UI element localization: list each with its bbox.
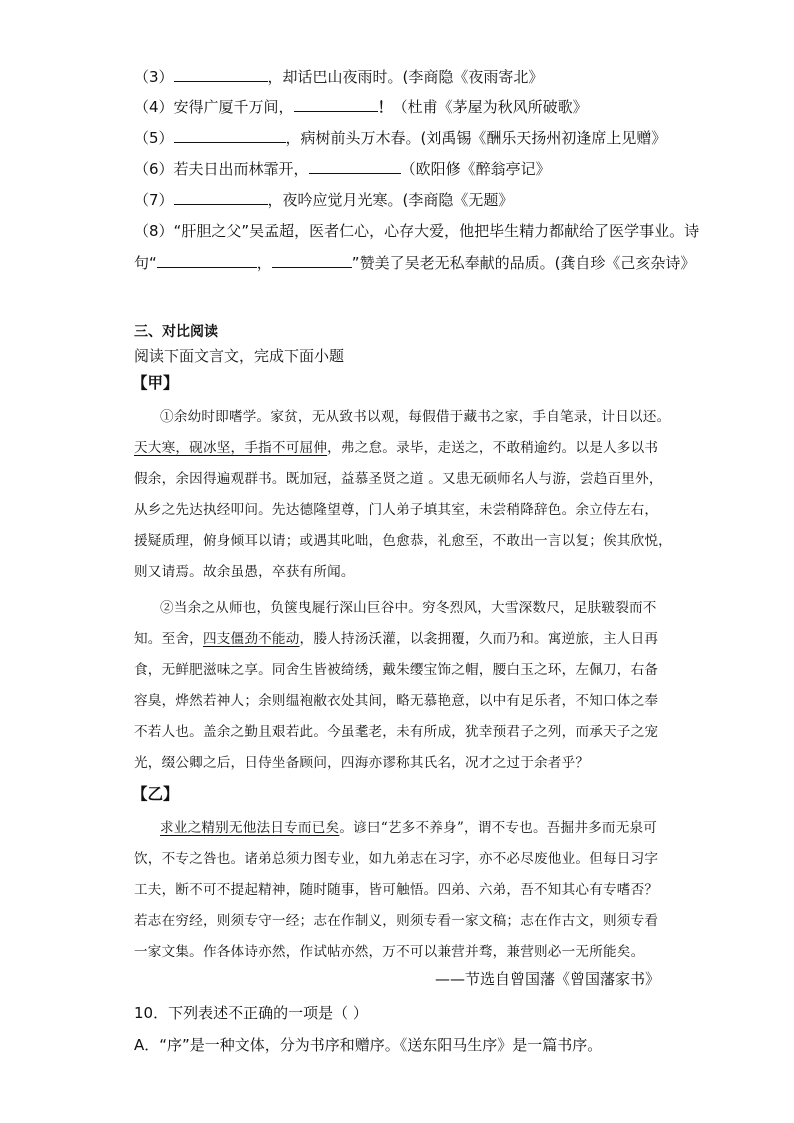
jia-p2-line2 [134,624,666,655]
jia-p2-line2-end: ，媵人持汤沃灌，以衾拥覆，久而乃和。寓逆旅，主人日再 [299,631,659,647]
jia-p2-line2-start: 知。至舍， [134,631,203,647]
question-number: （3） [134,68,174,86]
question-pre-text: 安得广厦千万间， [173,98,294,116]
jia-p2-line3: 食，无鲜肥滋味之享。同舍生皆被绮绣，戴朱缨宝饰之帽，腰白玉之环，左佩刀，右备 [134,662,659,678]
question-pre-text: 若夫日出而林霏开， [173,160,309,178]
section-instruction: 阅读下面文言文，完成下面小题 [134,347,345,365]
question-text: ，夜吟应觉月光寒。(李商隐《无题》 [267,191,514,209]
jia-p1-line3: 假余，余因得遍观群书。既加冠，益慕圣贤之道 。又患无硕师名人与游，尝趋百里外， [134,471,663,487]
question-number: （6） [134,160,174,178]
yi-line1 [160,813,665,844]
question-8-line2 [134,253,695,273]
jia-p1-line4: 从乡之先达执经叩问。先达德隆望尊，门人弟子填其室，未尝稍降辞色。余立侍左右， [134,502,659,518]
underlined-phrase: 求业之精别无他法日专而已矣 [160,820,340,836]
underlined-phrase: 天大寒，砚冰坚，手指不可屈伸 [134,440,328,456]
question-3 [134,67,543,87]
section-title: 三、对比阅读 [134,324,218,340]
question-text: ，却话巴山夜雨时。(李商隐《夜雨寄北》 [267,68,544,86]
question-pre-text: 句“ [134,254,157,272]
answer-blank[interactable] [157,253,257,268]
exclamation: ！ [377,98,393,116]
underlined-phrase: 四支僵劲不能动 [202,631,300,647]
answer-blank[interactable] [174,67,268,82]
yi-line2: 饮，不专之咎也。诸弟总须力图专业，如九弟志在习字，亦不必尽废他业。但每日习字 [134,851,659,867]
jia-p2-line5: 不若人也。盖余之勤且艰若此。今虽耄老，未有所成，犹幸预君子之列，而承天子之宠 [134,724,659,740]
question-10-stem: 10．下列表述不正确的一项是（ ） [134,1004,368,1022]
answer-blank[interactable] [174,190,268,205]
answer-blank[interactable] [294,97,378,112]
yi-line5: 一家文集。作各体诗亦然，作试帖亦然，万不可以兼营并骛，兼营则必一无所能矣。 [134,944,645,960]
passage-label-yi: 【乙】 [132,785,179,803]
yi-line4: 若志在穷经，则须专守一经；志在作制义，则须专看一家文稿；志在作古文，则须专看 [134,913,659,929]
jia-p2-line1: ②当余之从师也，负箧曳屣行深山巨谷中。穷冬烈风，大雪深数尺，足肤皲裂而不 [160,600,657,616]
question-text: （欧阳修《醉翁亭记》 [400,160,551,178]
question-5 [134,128,666,148]
question-number: （4） [134,98,174,116]
jia-p2-line4: 容臭，烨然若神人；余则缊袍敝衣处其间，略无慕艳意，以中有足乐者，不知口体之奉 [134,693,659,709]
question-text: （杜甫《茅屋为秋风所破歌》 [392,98,588,116]
source-citation: ——节选自曾国藩《曾国藩家书》 [434,970,660,988]
question-text: ”赞美了吴老无私奉献的品质。(龚自珍《己亥杂诗》 [351,254,696,272]
jia-p1-line2-text: ，弗之怠。录毕，走送之，不敢稍逾约。以是人多以书 [327,440,659,456]
question-text: ，病树前头万木春。(刘禹锡《酬乐天扬州初逢席上见赠》 [285,129,667,147]
question-number: （7） [134,191,174,209]
question-10-option-a[interactable]: A．“序”是一种文体，分为书序和赠序。《送东阳马生序》是一篇书序。 [134,1036,603,1054]
jia-p1-line6: 则又请焉。故余虽愚，卒获有所闻。 [134,564,355,580]
jia-p2-line6: 光，缀公卿之后，日侍坐备顾问，四海亦谬称其氏名，况才之过于余者乎？ [134,755,590,771]
jia-p1-line5: 援疑质理，俯身倾耳以请；或遇其叱咄，色愈恭，礼愈至，不敢出一言以复；俟其欣悦， [134,533,672,549]
yi-line1-text: 。谚曰“艺多不养身”，谓不专也。吾掘井多而无泉可 [339,820,658,836]
question-7 [134,190,513,210]
passage-label-jia: 【甲】 [132,374,179,392]
question-6 [134,159,551,179]
answer-blank[interactable] [309,159,401,174]
answer-blank[interactable] [272,253,352,268]
jia-p1-line1: ①余幼时即嗜学。家贫，无从致书以观，每假借于藏书之家，手自笔录，计日以还。 [160,409,671,425]
question-4 [134,97,588,117]
question-8-line1: （8）“肝胆之父”吴孟超，医者仁心，心存大爱，他把毕生精力都献给了医学事业。诗 [134,222,700,240]
jia-p1-line2 [134,433,666,464]
answer-blank[interactable] [174,128,286,143]
question-number: （5） [134,129,174,147]
yi-line3: 工夫，断不可不提起精神，随时随事，皆可触悟。四弟、六弟，吾不知其心有专嗜否？ [134,882,659,898]
comma: ， [256,254,272,272]
